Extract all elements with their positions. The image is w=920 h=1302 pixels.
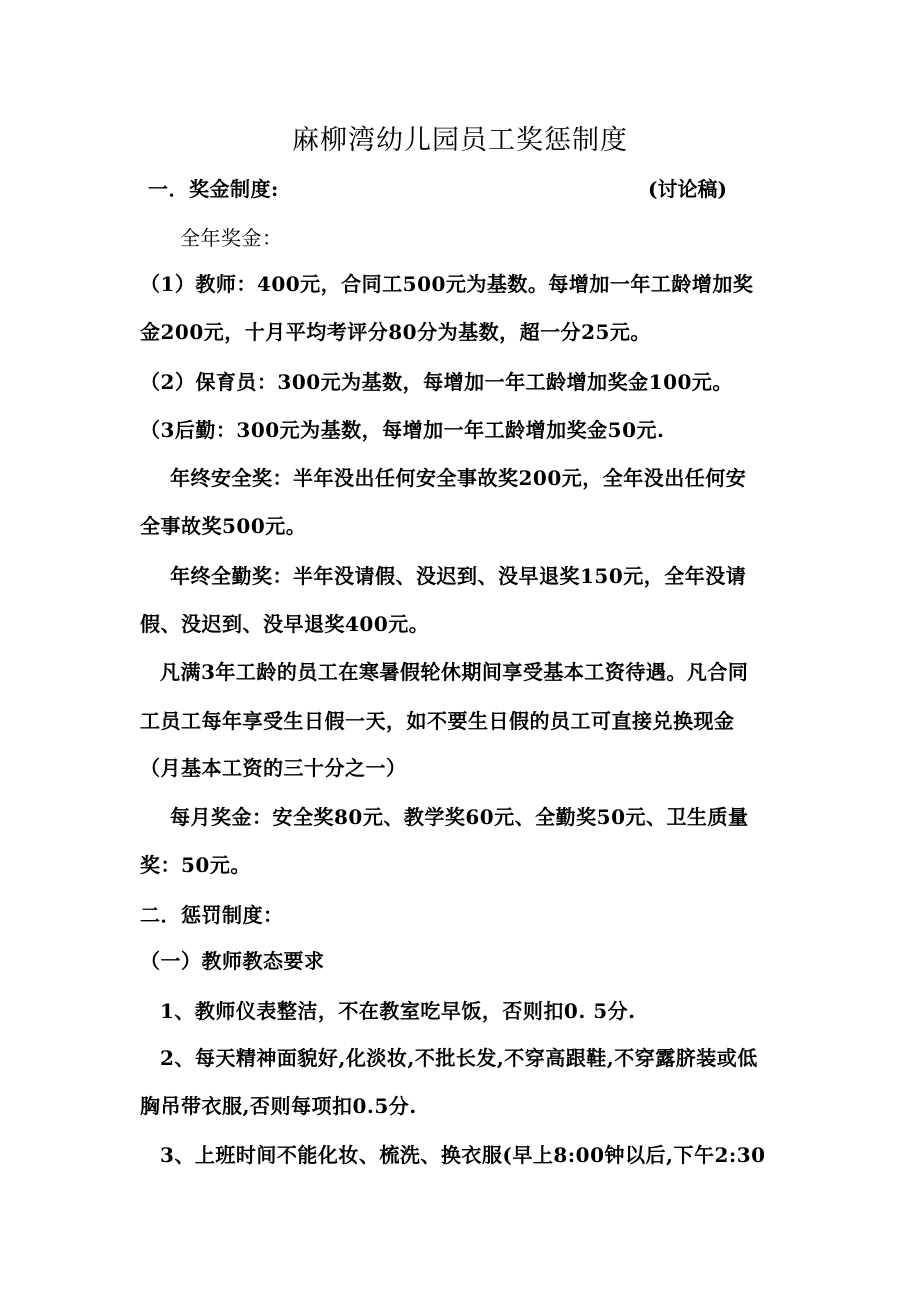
text-line: 工员工每年享受生日假一天，如不要生日假的员工可直接兑换现金 <box>140 709 735 733</box>
text-line: （3后勤：300元为基数，每增加一年工龄增加奖金50元. <box>140 418 665 442</box>
text-line: 凡满3年工龄的员工在寒暑假轮休期间享受基本工资待遇。凡合同 <box>160 660 749 684</box>
text-line: 假、没迟到、没早退奖400元。 <box>140 612 430 636</box>
annual-bonus-heading: 全年奖金： <box>180 226 283 250</box>
section-heading-bonus: 一．奖金制度: <box>148 177 279 201</box>
subsection-heading: （一）教师教态要求 <box>140 949 325 973</box>
text-line: （月基本工资的三十分之一） <box>140 756 407 780</box>
text-line: 年终安全奖：半年没出任何安全事故奖200元，全年没出任何安 <box>170 466 747 490</box>
document-title: 麻柳湾幼儿园员工奖惩制度 <box>292 125 628 156</box>
draft-note: (讨论稿) <box>648 177 727 201</box>
text-line: 金200元，十月平均考评分80分为基数，超一分25元。 <box>140 320 651 344</box>
text-line: 每月奖金：安全奖80元、教学奖60元、全勤奖50元、卫生质量 <box>170 805 749 829</box>
text-line: 2、每天精神面貌好,化淡妆,不批长发,不穿高跟鞋,不穿露脐装或低 <box>160 1046 758 1070</box>
section-heading-penalty: 二．惩罚制度： <box>140 903 284 927</box>
text-line: 1、教师仪表整洁，不在教室吃早饭，否则扣0. 5分. <box>160 999 636 1023</box>
text-line: 奖：50元。 <box>140 853 251 877</box>
text-line: 3、上班时间不能化妆、梳洗、换衣服(早上8:00钟以后,下午2:30 <box>160 1143 766 1167</box>
text-line: 年终全勤奖：半年没请假、没迟到、没早退奖150元，全年没请 <box>170 564 747 588</box>
text-line: （2）保育员：300元为基数，每增加一年工龄增加奖金100元。 <box>140 370 733 394</box>
text-line: 胸吊带衣服,否则每项扣0.5分. <box>140 1094 417 1118</box>
text-line: （1）教师：400元，合同工500元为基数。每增加一年工龄增加奖 <box>140 272 754 296</box>
text-line: 全事故奖500元。 <box>140 514 307 538</box>
